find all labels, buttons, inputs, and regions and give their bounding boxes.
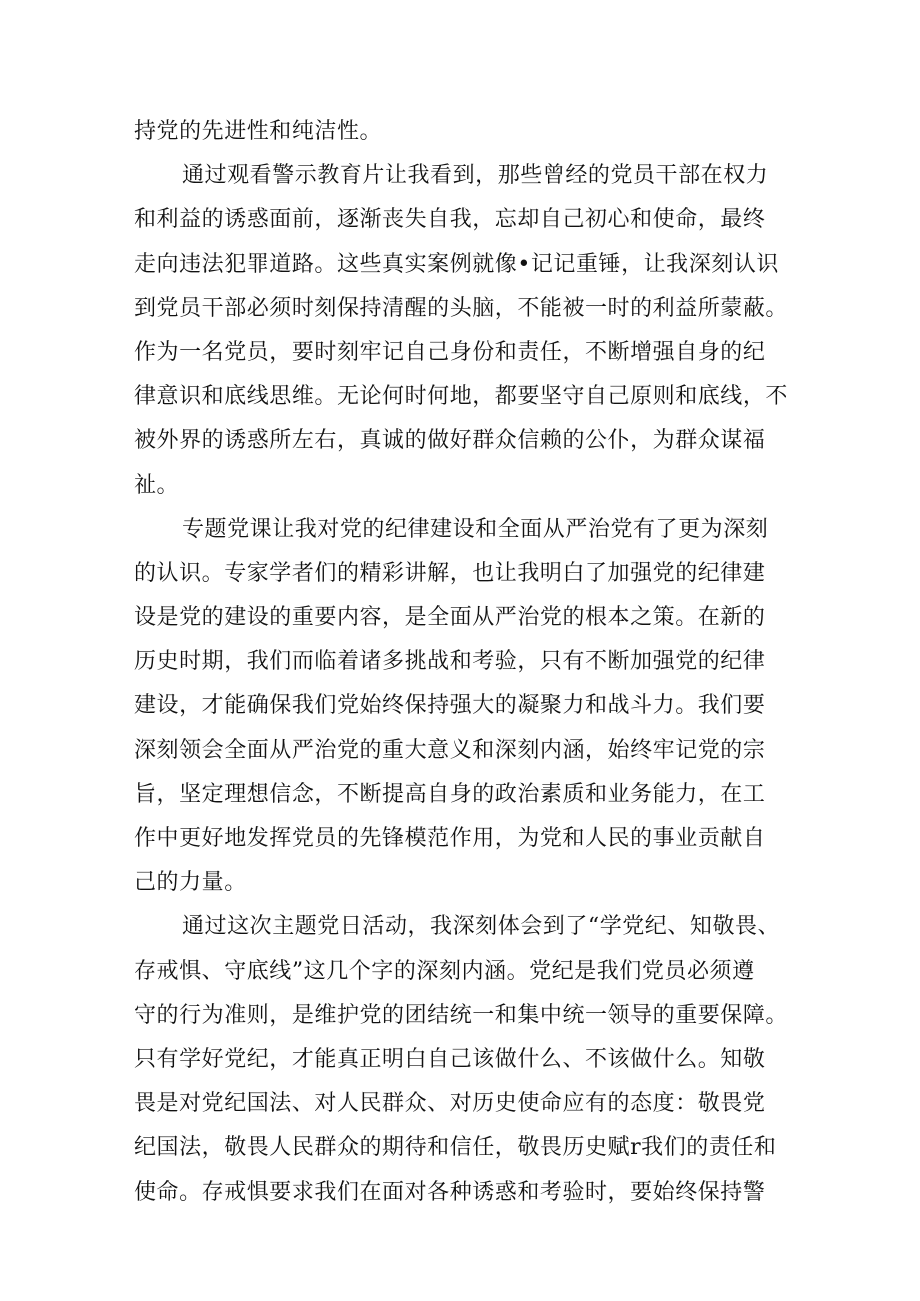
- text-line: 畏是对党纪国法、对人民群众、对历史使命应有的态度：敬畏党: [134, 1091, 766, 1117]
- text-line: 的认识。专家学者们的精彩讲解，也让我明白了加强党的纪律建: [134, 560, 766, 586]
- text-line: 旨，坚定理想信念，不断提高自身的政治素质和业务能力，在工: [134, 781, 766, 807]
- text-line: 深刻领会全面从严治党的重大意义和深刻内涵，始终牢记党的宗: [134, 737, 766, 763]
- text-line: 守的行为准则，是维护党的团结统一和集中统一领导的重要保障。: [134, 1002, 788, 1028]
- text-line: 己的力量。: [134, 870, 247, 896]
- text-line: 建设，才能确保我们党始终保持强大的凝聚力和战斗力。我们要: [134, 693, 766, 719]
- text-line: 祉。: [134, 472, 180, 498]
- text-line: 专题党课让我对党的纪律建设和全面从严治党有了更为深刻: [182, 516, 769, 542]
- paragraph: [134, 508, 794, 906]
- text-line: 设是党的建设的重要内容，是全面从严治党的根本之策。在新的: [134, 605, 766, 631]
- document-body: [134, 110, 794, 1215]
- text-line: 存戒惧、守底线”这几个字的深刻内涵。党纪是我们党员必须遵: [134, 958, 755, 984]
- paragraph: [134, 154, 794, 508]
- text-line: 使命。存戒惧要求我们在面对各种诱惑和考验时，要始终保持警: [134, 1179, 766, 1205]
- paragraph: [134, 905, 794, 1214]
- text-line: 只有学好党纪，才能真正明白自己该做什么、不该做什么。知敬: [134, 1046, 766, 1072]
- text-line: 纪国法，敬畏人民群众的期待和信任，敬畏历史赋r我们的责任和: [134, 1135, 777, 1161]
- text-line: 作为一名党员，要时刻牢记自己身份和责任，不断增强自身的纪: [134, 339, 766, 365]
- text-line: 历史时期，我们而临着诸多挑战和考验，只有不断加强党的纪律: [134, 649, 766, 675]
- text-line: 和利益的诱惑面前，逐渐丧失自我，忘却自己初心和使命，最终: [134, 207, 766, 233]
- text-line: 持党的先进性和纯洁性。: [134, 119, 383, 144]
- text-line: 律意识和底线思维。无论何时何地，都要坚守自己原则和底线，不: [134, 384, 788, 410]
- text-line: 通过这次主题党日活动，我深刻体会到了“学党纪、知敬畏、: [182, 914, 781, 940]
- text-line: 被外界的诱惑所左右，真诚的做好群众信赖的公仆，为群众谋福: [134, 428, 766, 454]
- text-line: 走向违法犯罪道路。这些真实案例就像•记记重锤，让我深刻认识: [134, 251, 779, 277]
- text-line: 到党员干部必须时刻保持清醒的头脑，不能被一时的利益所蒙蔽。: [134, 295, 788, 321]
- paragraph: [134, 110, 794, 154]
- text-line: 通过观看警示教育片让我看到，那些曾经的党员干部在权力: [182, 163, 769, 189]
- text-line: 作中更好地发挥党员的先锋模范作用，为党和人民的事业贡献自: [134, 826, 766, 851]
